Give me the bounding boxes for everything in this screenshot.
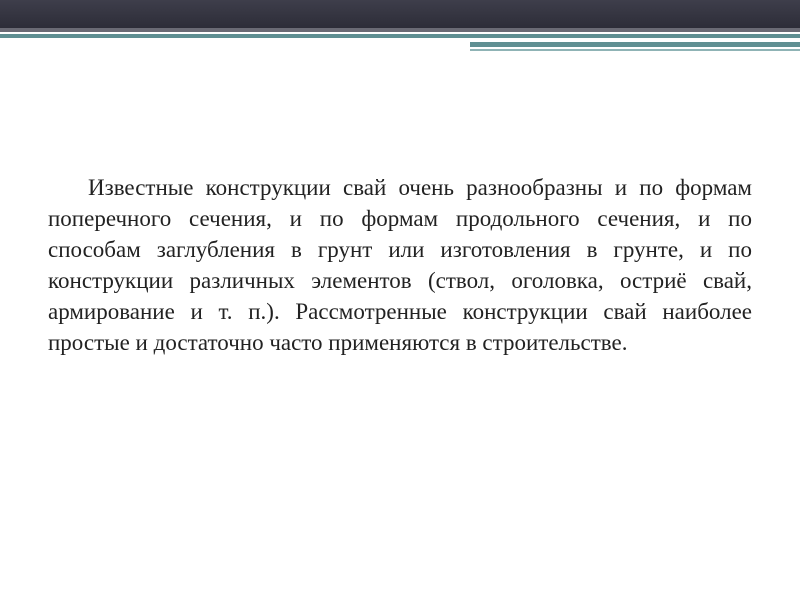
header-bar-shade [0, 28, 800, 32]
accent-line [0, 34, 800, 38]
accent-line-short [470, 42, 800, 47]
accent-line-thin [470, 49, 800, 51]
slide-body-text: Известные конструкции свай очень разнообразны и по формам поперечного сечения, и по формам продольного сечения, и по способам заглубления в грунт или изготовления в грунте, и по конструкции различных элементов (ствол, оголовка, остриё свай, армирование и т. п.). Рассмотренные конструкции свай наиболее простые и достаточно часто применяются в строительстве. [48, 175, 752, 355]
header-bar [0, 0, 800, 28]
